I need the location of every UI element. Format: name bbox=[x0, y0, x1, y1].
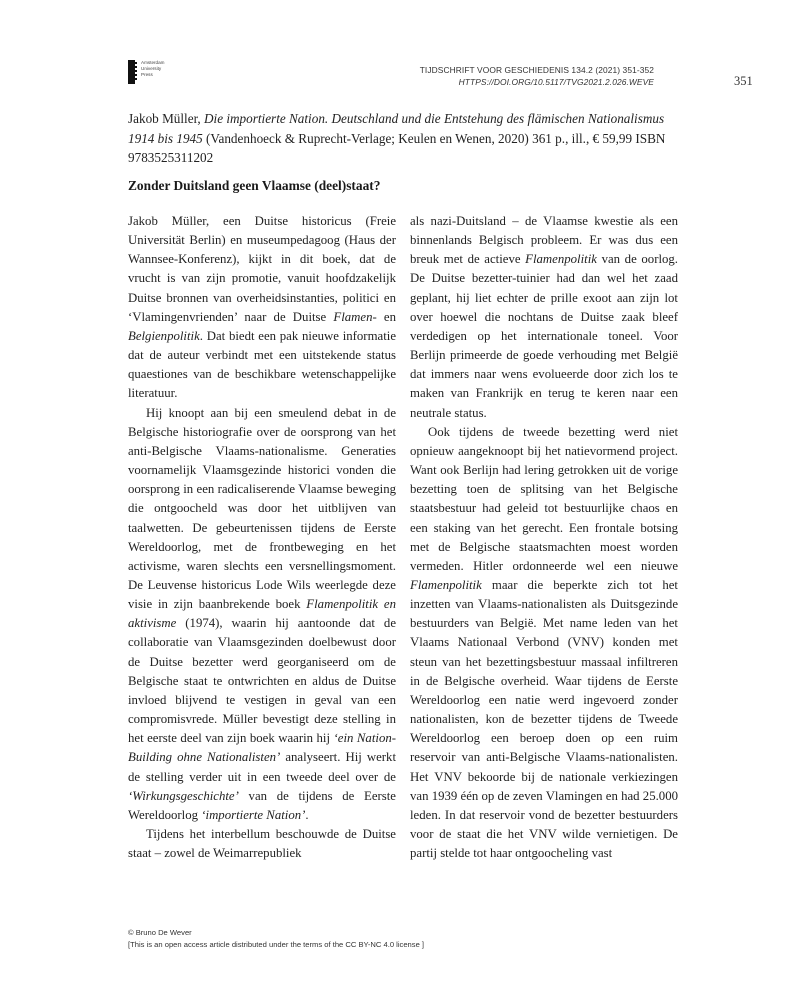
italic-term: Belgienpolitik bbox=[128, 328, 200, 343]
italic-term: ‘Wirkungsgeschichte’ bbox=[128, 788, 239, 803]
page-number: 351 bbox=[734, 74, 753, 88]
publisher-logo bbox=[128, 60, 165, 84]
copyright-notice: © Bruno De Wever bbox=[128, 928, 192, 937]
publisher-line: University bbox=[141, 66, 162, 72]
italic-term: ‘ein Nation-Building ohne Nationalisten’ bbox=[128, 731, 396, 765]
journal-header bbox=[420, 64, 654, 88]
paragraph: Hij knoopt aan bij een smeulend debat in de Belgische historiografie over de oorsprong van het anti-Belgische Vlaams-nationalisme. Generaties voornamelijk Vlaamsgezinde historici vonden die oorsprong in een radicaliserende Vlaamse beweging die ontgoocheld was door het uitblijven van taalwetten. De gebeurtenissen tijdens de Eerste Wereldoorlog, met de frontbeweging en het activisme, waren slechts een versnellingsmoment. De Leuvense historicus Lode Wils weerlegde deze visie in zijn baanbrekende boek Flamenpolitik en aktivisme (1974), waarin hij aantoonde dat de collaboratie van Vlaamsgezinden doelbewust door de Duitse bezetter werd georganiseerd om de Belgische staat te ontwrichten en aldus de Duitse invloed blijvend te vestigen in geval van een compromisvrede. Müller bevestigt deze stelling in het eerste deel van zijn boek waarin hij ‘ein Nation-Building ohne Nationalisten’ analyseert. Hij werkt de stelling verder uit in een tweede deel over de ‘Wirkungsgeschichte’ van de tijdens de Eerste Wereldoorlog ‘importierte Nation’. bbox=[128, 405, 397, 822]
italic-term: ‘importierte Nation’ bbox=[201, 807, 306, 822]
publisher-name bbox=[141, 60, 165, 79]
citation-author: Jakob Müller, bbox=[128, 111, 205, 126]
publisher-line: Amsterdam bbox=[141, 60, 165, 65]
paragraph: Ook tijdens de tweede bezetting werd niet opnieuw aangeknoopt bij het natievormend project. Want ook Berlijn had lering getrokken uit de vorige bezetting toen de splitsing van het Belgische staatsbestuur had geleid tot bestuurlijke chaos en een staking van het gerecht. Een frontale botsing met de Belgische staatsmachten moest worden vermeden. Hitler ordonneerde wel een nieuwe Flamenpolitik maar die beperkte zich tot het inzetten van Vlaams-nationalisten als Duitsgezinde bestuurders van België. Met name leden van het Vlaams Nationaal Verbond (VNV) konden met steun van het bezettingsbestuur massaal infiltreren in de Belgische overheid. Waar tijdens de Eerste Wereldoorlog een natie werd ingevoerd zonder nationalisten, kon de bezetter tijdens de Tweede Wereldoorlog een beroep doen op een ruim reservoir van anti-Belgische Vlaams-nationalisten. Het VNV bekoorde bij de nationale verkiezingen van 1939 één op de zeven Vlamingen en had 25.000 leden. In dat reservoir vond de bezetter bestuurders voor de staat die het VNV wilde vernietigen. De partij stelde tot haar ontgoocheling vast bbox=[410, 424, 678, 861]
italic-term: Flamenpolitik bbox=[525, 252, 597, 267]
right-column bbox=[410, 212, 678, 863]
footer bbox=[128, 927, 424, 950]
citation-title: Die importierte Nation. Deutschland und die Entstehung des flämischen Nationalismus 1914 bis 1945 bbox=[128, 111, 665, 146]
paragraph: Jakob Müller, een Duitse historicus (Freie Universität Berlin) en museumpedagoog (Haus der Wannsee-Konferenz), kijkt in dit boek, dat de vrucht is van zijn promotie, vanuit hoofdzakelijk Duitse bronnen van overheidsinstanties, politici en ‘Vlamingenvrienden’ naar de Duitse Flamen- en Belgienpolitik. Dat biedt een pak nieuwe informatie dat de auteur verbindt met een uitstekende status quaestiones van de beschikbare wetenschappelijke literatuur. bbox=[128, 214, 396, 401]
book-citation bbox=[128, 109, 668, 168]
license-notice: [This is an open access article distributed under the terms of the CC BY-NC 4.0 license ] bbox=[128, 939, 425, 949]
italic-term: Flamen- bbox=[333, 309, 377, 324]
italic-term: Flamenpolitik en aktivisme bbox=[128, 597, 396, 631]
publisher-line: Press bbox=[141, 72, 153, 78]
review-title: Zonder Duitsland geen Vlaamse (deel)staat? bbox=[128, 178, 381, 193]
doi-link[interactable]: HTTPS://DOI.ORG/10.5117/TVG2021.2.026.WEVE bbox=[458, 77, 654, 87]
paragraph: als nazi-Duitsland – de Vlaamse kwestie als een binnenlands Belgisch probleem. Er was dus een breuk met de actieve Flamenpolitik van de oorlog. De Duitse bezetter-tuinier had dan wel het zaad geplant, hij liet echter de prille exoot aan zijn lot over hoewel die nochtans de Duitse zaak bleef verdedigen op het internationale toneel. Voor Berlijn primeerde de goede verhouding met België dat immers naar wens evolueerde door zich los te maken van Frankrijk en terug te keren naar een neutrale status. bbox=[410, 214, 679, 420]
citation-publisher-info: (Vandenhoeck & Ruprecht-Verlage; Keulen en Wenen, 2020) 361 p., ill., € 59,99 ISBN 9783525311202 bbox=[128, 130, 666, 165]
italic-term: Flamenpolitik bbox=[410, 577, 482, 592]
journal-citation: TIJDSCHRIFT VOOR GESCHIEDENIS 134.2 (2021) 351-352 bbox=[419, 65, 654, 75]
left-column bbox=[128, 212, 396, 863]
paragraph: Tijdens het interbellum beschouwde de Duitse staat – zowel de Weimarrepubliek bbox=[128, 827, 396, 861]
aup-logo-icon bbox=[128, 60, 135, 84]
